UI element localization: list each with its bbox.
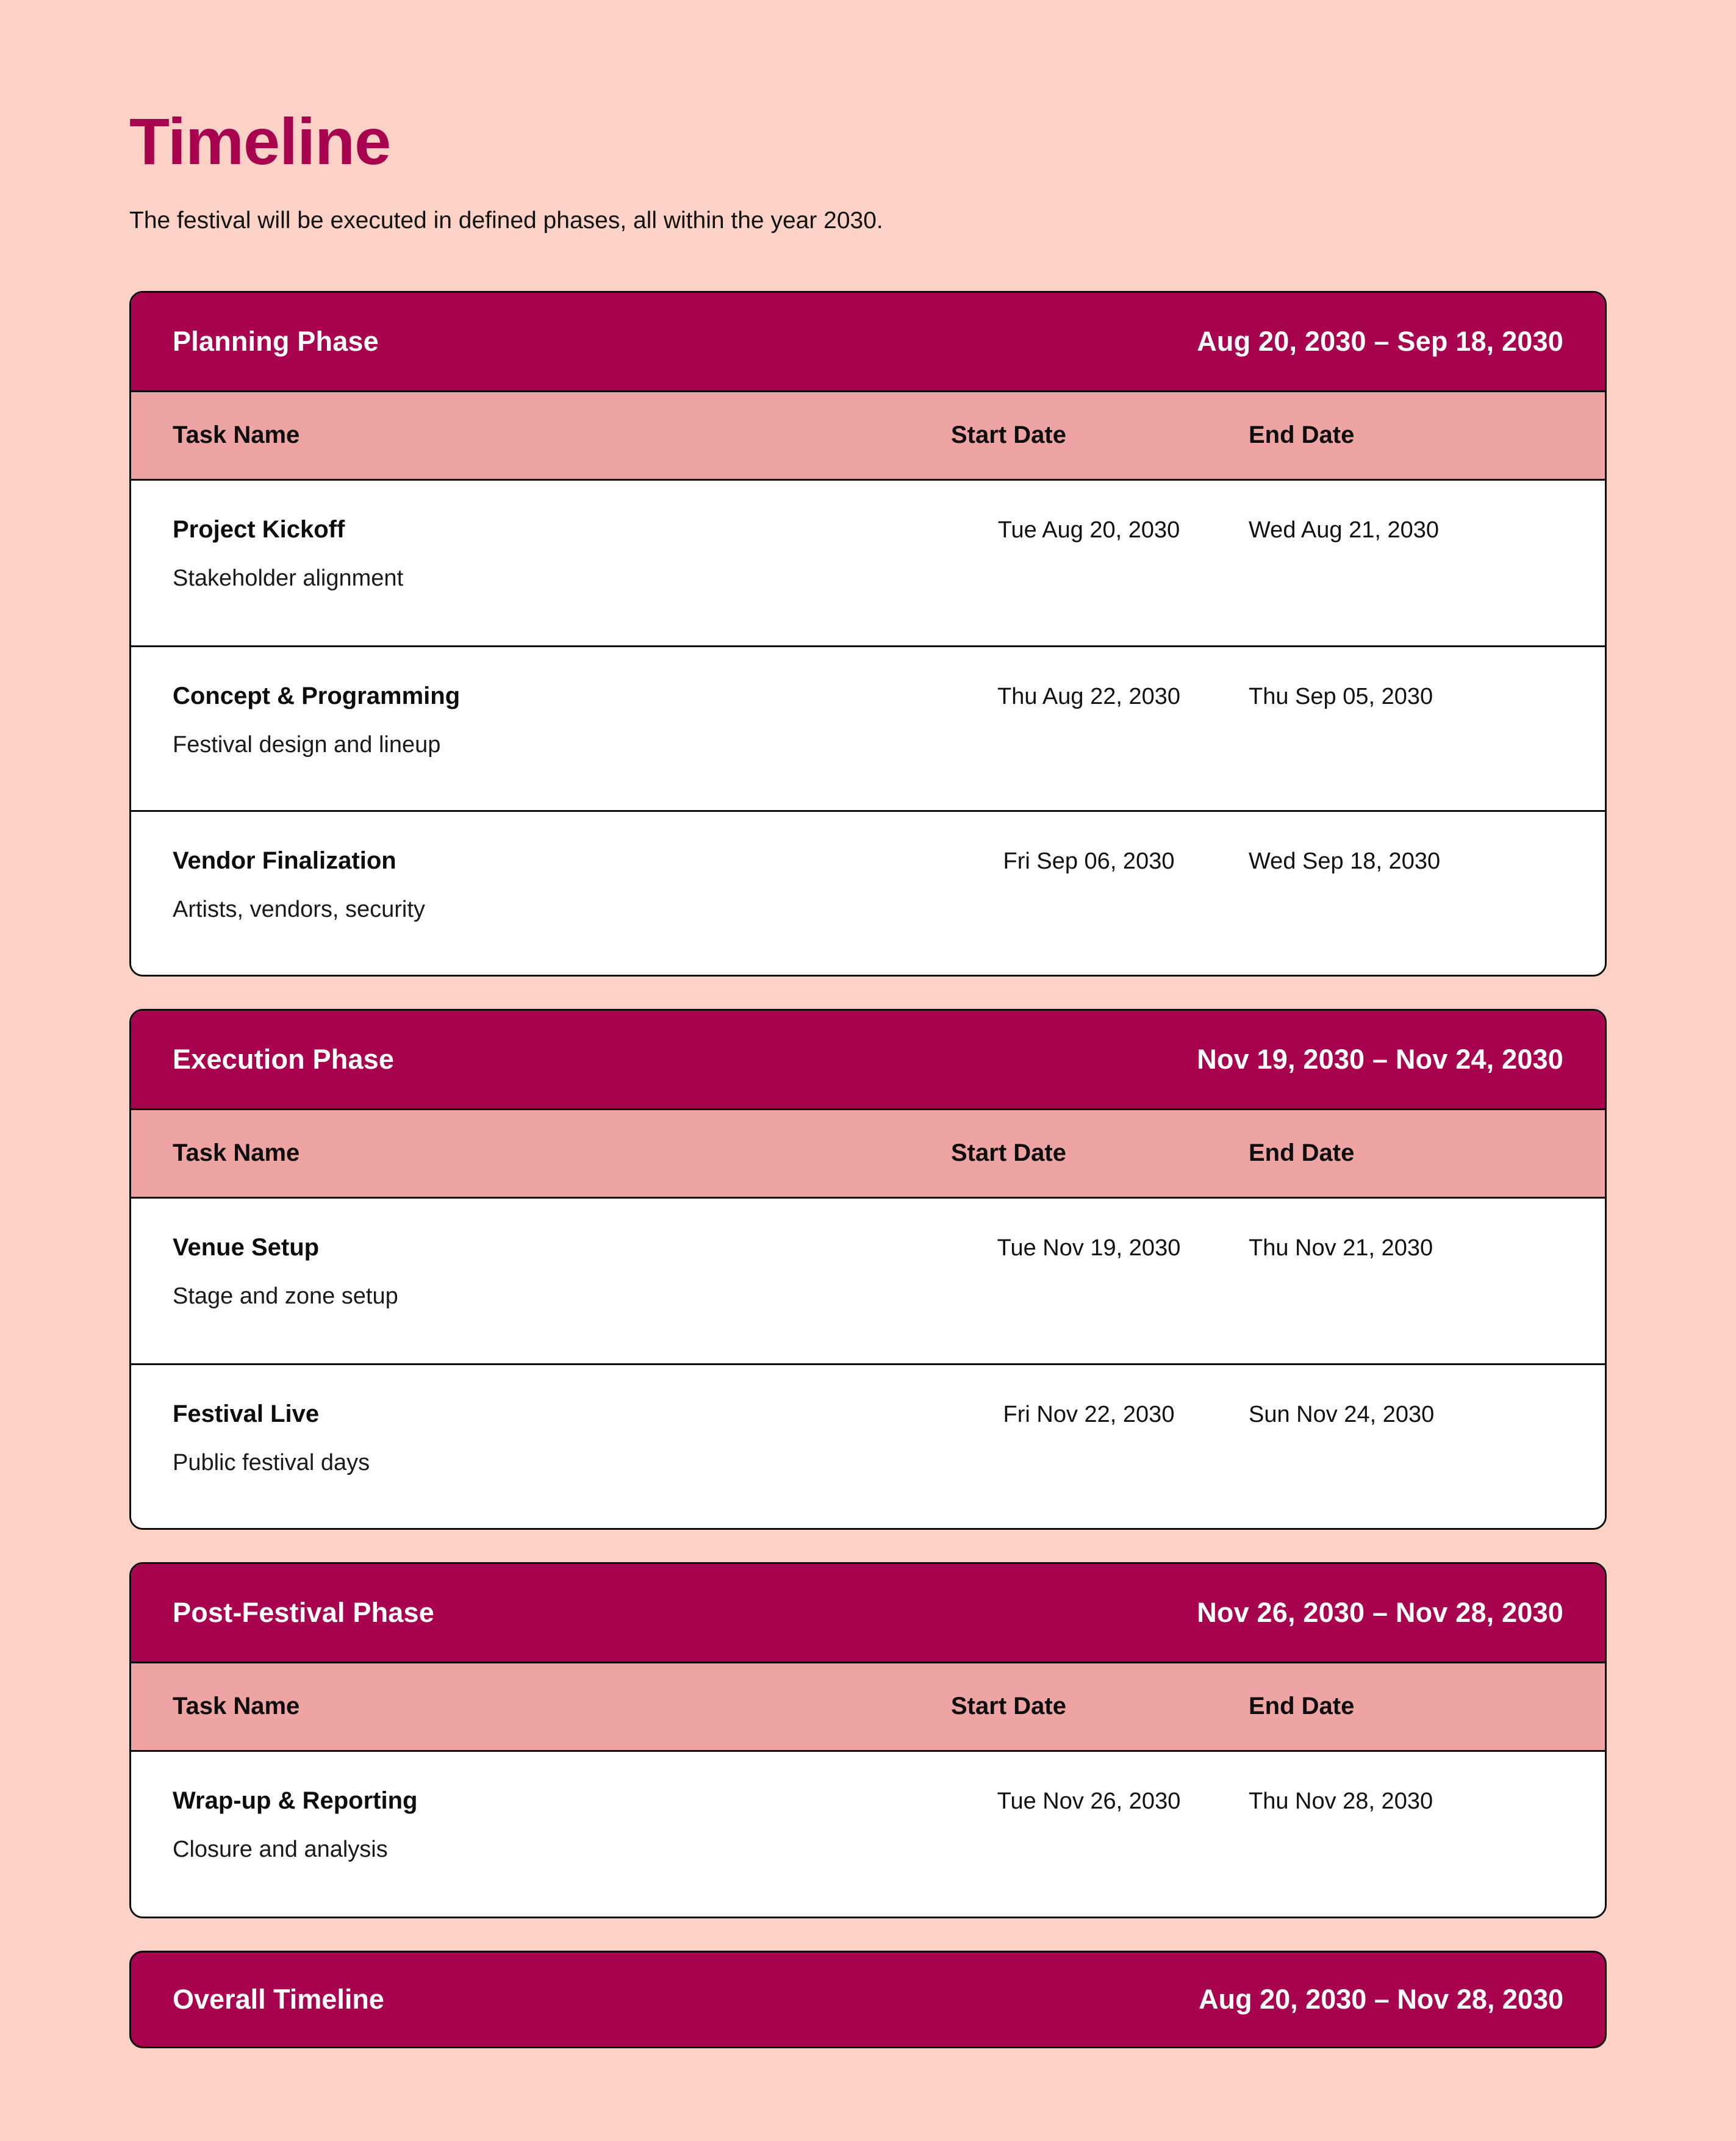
task-start-date: Fri Sep 06, 2030 (1003, 848, 1175, 874)
column-header-end-date: End Date (1249, 1139, 1355, 1167)
phase-header (131, 293, 1605, 390)
phase-card (129, 1562, 1607, 1918)
phase-name: Post-Festival Phase (173, 1596, 434, 1628)
task-start-date: Tue Nov 19, 2030 (997, 1235, 1181, 1261)
overall-timeline-range: Aug 20, 2030 – Nov 28, 2030 (1199, 1983, 1563, 2015)
task-end-date: Thu Sep 05, 2030 (1249, 683, 1433, 709)
task-description: Closure and analysis (173, 1837, 388, 1863)
task-cell (131, 1234, 942, 1311)
task-cell (131, 1400, 942, 1477)
task-end-date: Thu Nov 28, 2030 (1249, 1788, 1433, 1814)
column-header-end-date: End Date (1249, 1693, 1355, 1720)
task-description: Stage and zone setup (173, 1283, 398, 1310)
task-end-date: Wed Aug 21, 2030 (1249, 517, 1439, 543)
task-description: Stakeholder alignment (173, 565, 404, 592)
column-header-start-date: Start Date (951, 1693, 1066, 1720)
task-start-date: Thu Aug 22, 2030 (997, 683, 1181, 709)
phase-card (129, 1009, 1607, 1530)
phase-card (129, 291, 1607, 977)
task-cell (131, 1787, 942, 1864)
overall-timeline-bar (129, 1951, 1607, 2048)
table-row (131, 645, 1605, 810)
phase-date-range: Aug 20, 2030 – Sep 18, 2030 (1197, 325, 1563, 357)
phase-header (131, 1564, 1605, 1662)
table-row (131, 1199, 1605, 1363)
table-column-header (131, 390, 1605, 481)
table-column-header (131, 1108, 1605, 1199)
table-row (131, 810, 1605, 975)
task-start-date: Tue Aug 20, 2030 (997, 517, 1180, 543)
task-start-date: Fri Nov 22, 2030 (1003, 1401, 1175, 1427)
task-start-date: Tue Nov 26, 2030 (997, 1788, 1181, 1814)
phase-date-range: Nov 26, 2030 – Nov 28, 2030 (1197, 1596, 1563, 1628)
task-cell (131, 683, 942, 759)
column-header-task-name: Task Name (173, 1139, 300, 1167)
phase-header (131, 1011, 1605, 1108)
phase-list (129, 291, 1607, 1918)
table-row (131, 1363, 1605, 1528)
task-cell (131, 516, 942, 593)
task-end-date: Sun Nov 24, 2030 (1249, 1401, 1435, 1427)
task-end-date: Wed Sep 18, 2030 (1249, 848, 1441, 874)
column-header-end-date: End Date (1249, 421, 1355, 449)
task-name: Festival Live (173, 1400, 320, 1427)
task-cell (131, 847, 942, 924)
column-header-task-name: Task Name (173, 421, 300, 449)
table-row (131, 1752, 1605, 1917)
task-name: Concept & Programming (173, 682, 461, 709)
column-header-start-date: Start Date (951, 421, 1066, 449)
task-name: Venue Setup (173, 1233, 320, 1261)
page-title: Timeline (129, 104, 391, 178)
page-subtitle: The festival will be executed in defined phases, all within the year 2030. (129, 207, 883, 234)
table-row (131, 481, 1605, 645)
task-description: Artists, vendors, security (173, 897, 425, 923)
task-description: Festival design and lineup (173, 732, 441, 758)
overall-timeline-label: Overall Timeline (173, 1983, 384, 2015)
phase-name: Execution Phase (173, 1043, 395, 1075)
task-name: Project Kickoff (173, 515, 345, 543)
task-description: Public festival days (173, 1450, 370, 1476)
phase-name: Planning Phase (173, 325, 379, 357)
phase-date-range: Nov 19, 2030 – Nov 24, 2030 (1197, 1043, 1563, 1075)
column-header-task-name: Task Name (173, 1693, 300, 1720)
task-end-date: Thu Nov 21, 2030 (1249, 1235, 1433, 1261)
task-name: Vendor Finalization (173, 847, 396, 874)
task-name: Wrap-up & Reporting (173, 1787, 418, 1814)
table-column-header (131, 1662, 1605, 1752)
column-header-start-date: Start Date (951, 1139, 1066, 1167)
